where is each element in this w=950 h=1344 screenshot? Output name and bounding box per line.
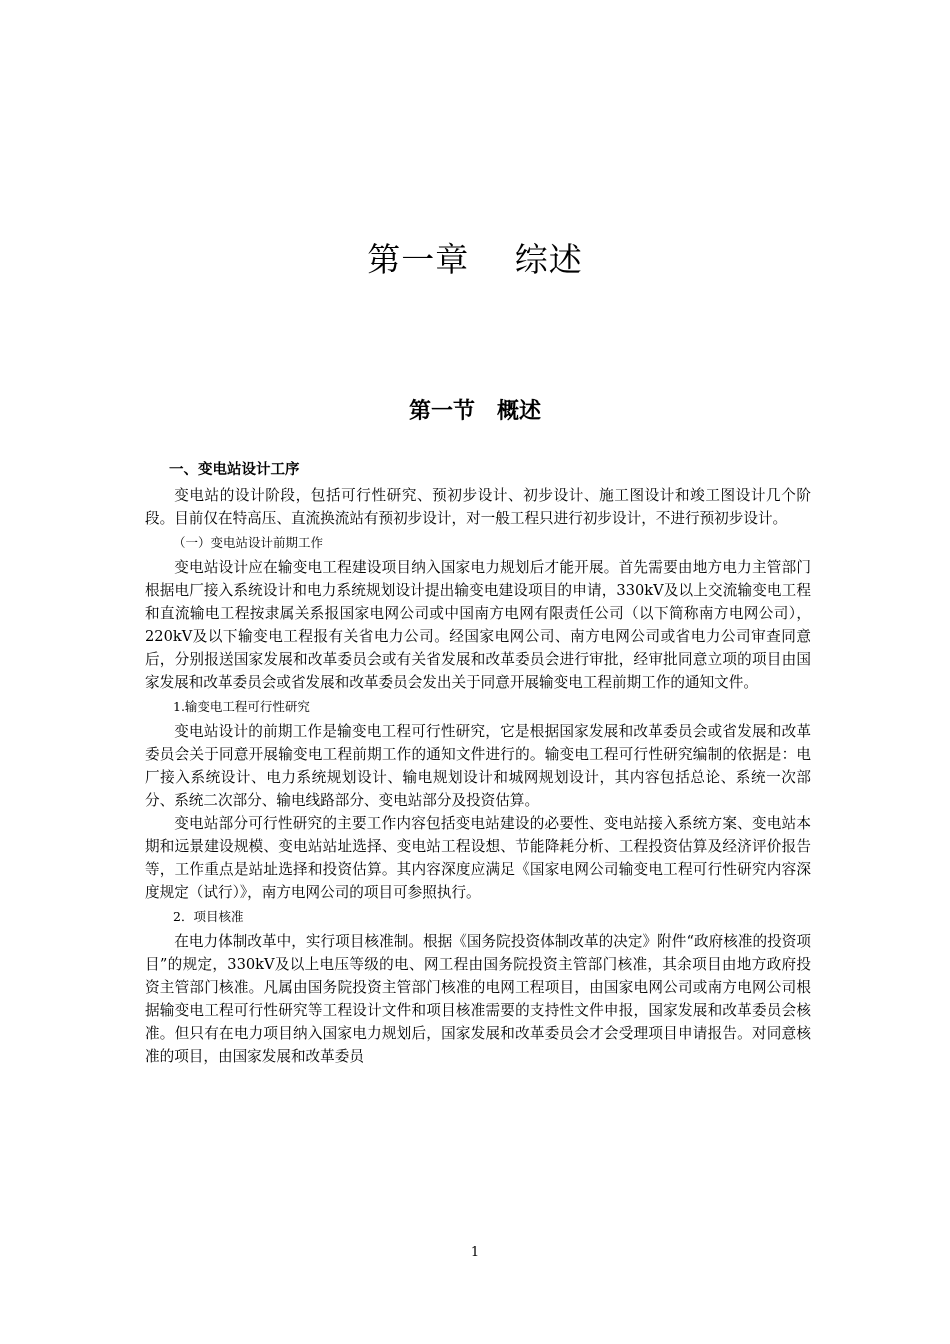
paragraph-project-approval: 在电力体制改革中，实行项目核准制。根据《国务院投资体制改革的决定》附件“政府核准的投资项目”的规定，330kV及以上电压等级的电、网工程由国务院投资主管部门核准，其余项目由地方政府投资主管部门核准。凡属由国务院投资主管部门核准的电网工程项目，由国家电网公司或南方电网公司根据输变电工程可行性研究等工程设计文件和项目核准需要的支持性文件申报，国家发展和改革委员会核准。但只有在电力项目纳入国家电力规划后，国家发展和改革委员会才会受理项目申请报告。对同意核准的项目，由国家发展和改革委员 bbox=[145, 933, 811, 1065]
page-number: 1 bbox=[470, 1245, 480, 1260]
paragraph-preliminary-work: 变电站设计应在输变电工程建设项目纳入国家电力规划后才能开展。首先需要由地方电力主管部门根据电厂接入系统设计和电力系统规划设计提出输变电建设项目的申请，330kV及以上交流输变电工程和直流输电工程按隶属关系报国家电网公司或中国南方电网有限责任公司（以下简称南方电网公司），220kV及以下输变电工程报有关省电力公司。经国家电网公司、南方电网公司或省电力公司审查同意后，分别报送国家发展和改革委员会或有关省发展和改革委员会进行审批，经审批同意立项的项目由国家发展和改革委员会或省发展和改革委员会发出关于同意开展输变电工程前期工作的通知文件。 bbox=[145, 559, 811, 691]
paragraph-design-stages: 变电站的设计阶段，包括可行性研究、预初步设计、初步设计、施工图设计和竣工图设计几个阶段。目前仅在特高压、直流换流站有预初步设计，对一般工程只进行初步设计，不进行预初步设计。 bbox=[145, 487, 811, 527]
heading-preliminary-work: （一）变电站设计前期工作 bbox=[173, 535, 324, 550]
paragraph-feasibility-content: 变电站部分可行性研究的主要工作内容包括变电站建设的必要性、变电站接入系统方案、变电站本期和远景建设规模、变电站站址选择、变电站工程设想、节能降耗分析、工程投资估算及经济评价报告等，工作重点是站址选择和投资估算。其内容深度应满足《国家电网公司输变电工程可行性研究内容深度规定（试行）》，南方电网公司的项目可参照执行。 bbox=[145, 815, 811, 901]
heading-project-approval: 2．项目核准 bbox=[173, 909, 244, 924]
heading-substation-design-process: 一、变电站设计工序 bbox=[169, 462, 300, 478]
section-title: 第一节 概述 bbox=[408, 399, 541, 424]
heading-feasibility-study: 1.输变电工程可行性研究 bbox=[173, 699, 310, 714]
chapter-title: 第一章 综述 bbox=[367, 240, 583, 279]
paragraph-feasibility-study: 变电站设计的前期工作是输变电工程可行性研究，它是根据国家发展和改革委员会或省发展和改革委员会关于同意开展输变电工程前期工作的通知文件进行的。输变电工程可行性研究编制的依据是：电厂接入系统设计、电力系统规划设计、输电规划设计和城网规划设计，其内容包括总论、系统一次部分、系统二次部分、输电线路部分、变电站部分及投资估算。 bbox=[145, 723, 811, 809]
document-body bbox=[145, 456, 811, 1068]
